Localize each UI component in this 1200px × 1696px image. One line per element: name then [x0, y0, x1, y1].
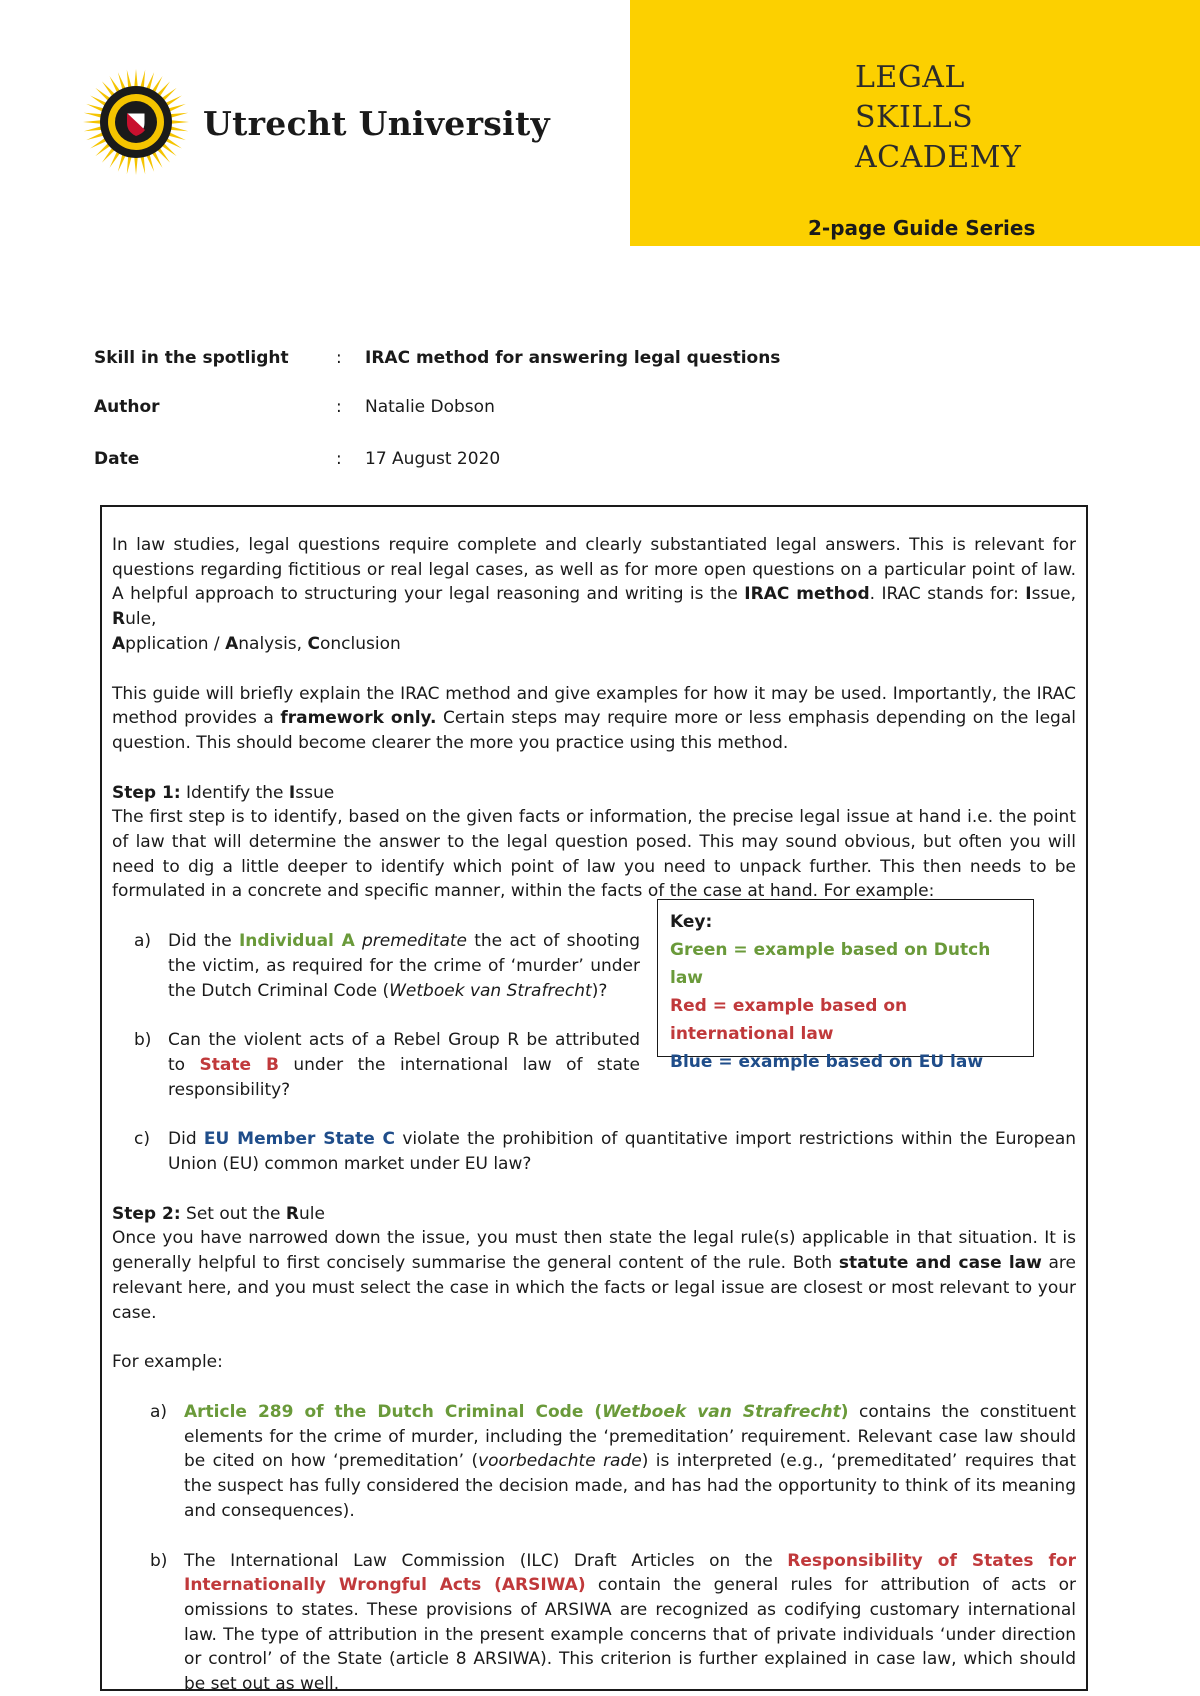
statute-case-law-term: statute and case law [838, 1253, 1042, 1274]
list-item [112, 1127, 1076, 1176]
series-label: 2-page Guide Series [808, 216, 1036, 240]
acronym-rest: pplication / [125, 633, 226, 654]
step-title: ule [299, 1203, 325, 1224]
green-highlight-italic: Wetboek van Strafrecht [602, 1401, 841, 1422]
green-highlight: Article 289 of the Dutch Criminal Code ( [184, 1401, 603, 1422]
green-highlight: ) [840, 1401, 849, 1422]
list-marker: c) [134, 1129, 150, 1150]
intro-paragraph-1 [112, 533, 1076, 657]
acronym-rest: ssue, [1031, 584, 1076, 605]
date-label: Date [94, 449, 140, 469]
key-red: Red = example based on international law [670, 996, 908, 1044]
green-highlight: Individual A [238, 931, 355, 952]
color-key-box [657, 899, 1034, 1072]
key-green: Green = example based on Dutch law [670, 940, 991, 988]
academy-line: LEGAL [855, 60, 965, 95]
seal-ray [169, 126, 188, 131]
item-italic: Wetboek van Strafrecht [389, 980, 592, 1001]
item-text: contain the general rules for attribution of acts or omissions to states. These provisions of ARSIWA are recognized as codifying customary international law. The type of attribution in the present example concerns that of private individuals ‘under direction or control’ of the State (article 8 ARSIWA). This criterion is further explained in case law, which should be set out as well. [184, 1575, 1076, 1695]
item-text: the act of shooting the victim, as required for the crime of ‘murder’ under the Dutch Criminal Code ( [168, 931, 641, 1001]
acronym-letter: A [112, 633, 126, 654]
red-highlight: State B [199, 1054, 279, 1075]
item-text: Did [168, 1129, 204, 1150]
acronym-letter: C [307, 633, 320, 654]
red-highlight: Responsibility of States for Internationally Wrongful Acts (ARSIWA) [184, 1550, 1076, 1596]
seal-ray [140, 70, 145, 89]
item-italic: premeditate [362, 931, 467, 952]
acronym-letter: A [225, 633, 239, 654]
irac-method-term: IRAC method [744, 584, 870, 605]
intro-text: This guide will briefly explain the IRAC method and give examples for how it may be used. Importantly, the IRAC method provides a [112, 683, 1076, 729]
date-value: 17 August 2020 [365, 449, 501, 469]
meta-author-row [94, 397, 794, 421]
list-item [112, 1549, 1076, 1696]
step2-text: Once you have narrowed down the issue, you must then state the legal rule(s) applicable in that situation. It is generally helpful to first concisely summarise the general content of the rule. Both [112, 1228, 1076, 1274]
academy-line: SKILLS [855, 100, 974, 135]
colon: : [336, 397, 342, 417]
author-label: Author [94, 397, 160, 417]
item-text: ) is interpreted (e.g., ‘premeditated’ requires that the suspect has fully considered the decision made, and has had the opportunity to think of its meaning and consequences). [184, 1451, 1076, 1521]
seal-ray [170, 120, 189, 124]
seal-ray [134, 69, 138, 88]
step-letter: I [288, 782, 296, 803]
for-example-label: For example: [112, 1352, 223, 1373]
step1-body: The first step is to identify, based on the given facts or information, the precise legal issue at hand i.e. the point of law that will determine the answer to the legal question posed. This may sound obvious, but often you will need to dig a little deeper to identify which point of law you need to unpack further. This then needs to be formulated in a concrete and specific manner, within the facts of the case at hand. For example: [112, 807, 1076, 902]
step1-examples [112, 929, 640, 1127]
item-text: The International Law Commission (ILC) Draft Articles on the [184, 1550, 788, 1571]
step-label: Step 1: [112, 782, 181, 803]
intro-paragraph-2 [112, 682, 1076, 756]
colon: : [336, 348, 342, 368]
item-text: )? [591, 980, 608, 1001]
step-title: ssue [295, 782, 335, 803]
intro-text: . IRAC stands for: [869, 584, 1026, 605]
step1-heading [112, 781, 1076, 806]
step2-heading [112, 1202, 1076, 1227]
key-title: Key: [670, 912, 713, 932]
step-letter: R [285, 1203, 299, 1224]
seal-ray [127, 70, 132, 89]
intro-text: Certain steps may require more or less emphasis depending on the legal question. This should become clearer the more you practice using this method. [112, 708, 1076, 753]
blue-highlight: EU Member State C [203, 1129, 396, 1150]
step-title: Set out the [180, 1203, 286, 1224]
acronym-letter: R [112, 609, 126, 630]
colon: : [336, 449, 342, 469]
item-italic: voorbedachte rade [478, 1451, 642, 1472]
seal-ray [84, 126, 103, 131]
skill-value: IRAC method for answering legal questions [365, 348, 781, 368]
intro-text: In law studies, legal questions require complete and clearly substantiated legal answers. This is relevant for questions regarding fictitious or real legal cases, as well as for more open questions on a particular point of law. A helpful approach to structuring your legal reasoning and writing is the [112, 535, 1076, 605]
framework-term: framework only. [280, 708, 437, 729]
seal-ray [84, 113, 103, 118]
item-text: Can the violent acts of a Rebel Group R be attributed to [168, 1030, 640, 1075]
key-blue: Blue = example based on EU law [670, 1052, 984, 1072]
university-name: Utrecht University [203, 104, 551, 143]
list-marker: b) [150, 1550, 168, 1571]
author-value: Natalie Dobson [365, 397, 495, 417]
acronym-rest: ule, [125, 609, 157, 630]
step-title: Identify the [180, 782, 289, 803]
list-marker: a) [134, 931, 152, 952]
acronym-letter: I [1025, 584, 1032, 605]
meta-skill-row [94, 348, 794, 372]
item-text: contains the constituent elements for the crime of murder, including the ‘premeditation’ requirement. Relevant case law should be cited on how ‘premeditation’ ( [184, 1401, 1076, 1472]
seal-ray [140, 155, 145, 174]
item-text: under the international law of state responsibility? [168, 1054, 640, 1100]
list-item [112, 1400, 1076, 1524]
step2-examples [112, 1400, 1076, 1696]
seal-ray [169, 113, 188, 118]
list-marker: a) [150, 1401, 168, 1422]
item-text: violate the prohibition of quantitative import restrictions within the European Union (EU) common market under EU law? [168, 1129, 1077, 1175]
list-item [112, 929, 640, 1003]
step2-body [112, 1226, 1076, 1325]
acronym-rest: nalysis, [238, 633, 308, 654]
list-item [112, 1028, 640, 1102]
skill-label: Skill in the spotlight [94, 348, 289, 368]
acronym-rest: onclusion [319, 633, 401, 654]
guide-content [112, 533, 1076, 1696]
academy-line: ACADEMY [855, 140, 1022, 175]
step2-text: are relevant here, and you must select the case in which the facts or legal issue are closest or most relevant to your case. [112, 1253, 1076, 1323]
seal-ray [127, 155, 132, 174]
university-seal-icon [82, 68, 190, 176]
step-label: Step 2: [112, 1203, 181, 1224]
item-text: Did the [168, 931, 239, 952]
meta-date-row [94, 449, 794, 473]
legal-skills-academy-title [855, 58, 1021, 178]
seal-ray [134, 156, 138, 175]
list-marker: b) [134, 1030, 152, 1051]
seal-ray [83, 120, 102, 124]
